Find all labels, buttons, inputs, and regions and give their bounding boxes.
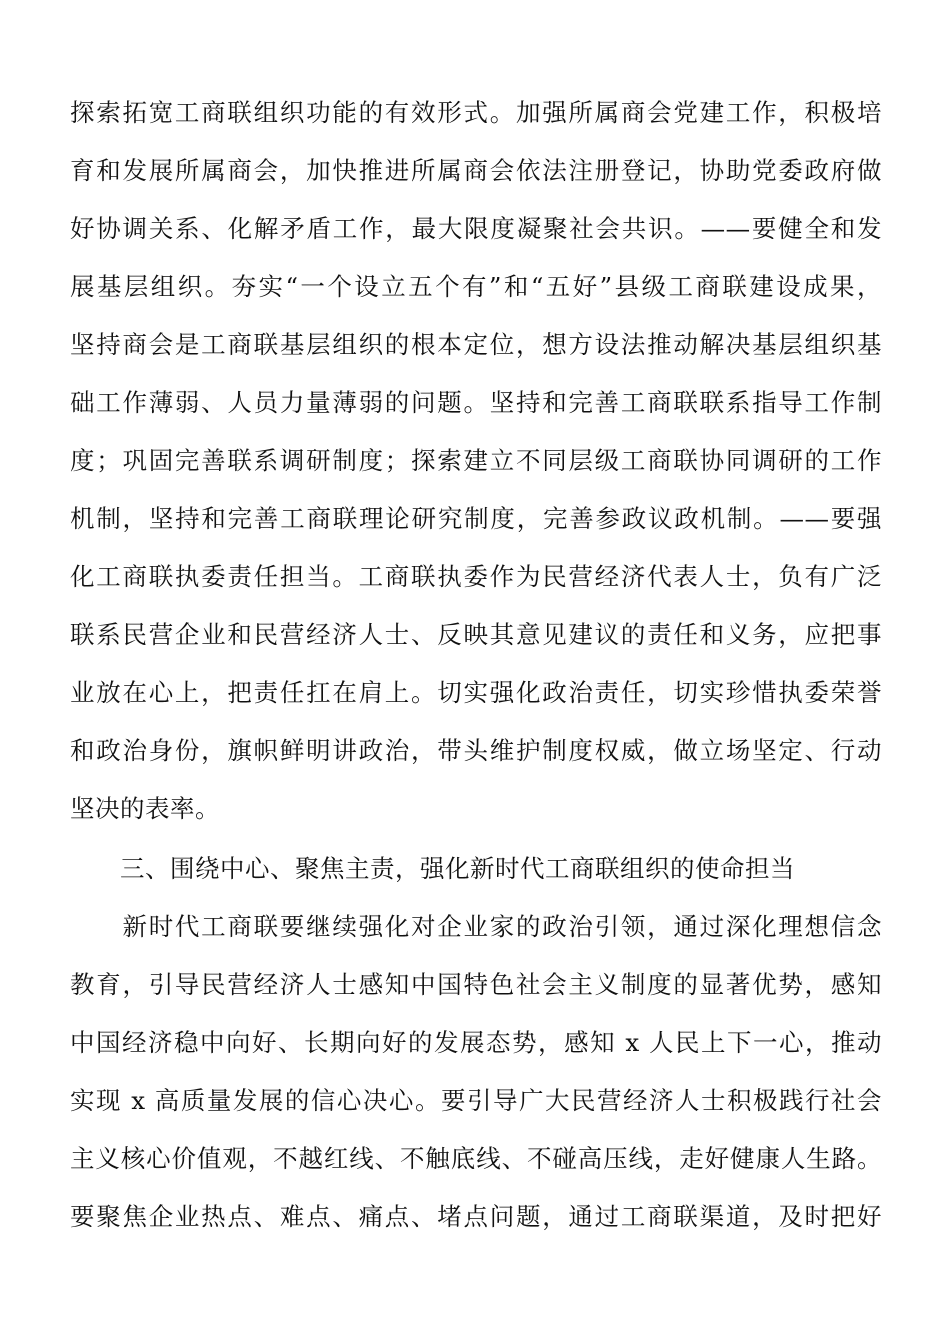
text-line: 联系民营企业和民营经济人士、反映其意见建议的责任和义务，应把事 bbox=[70, 620, 882, 649]
paragraph-body bbox=[70, 898, 882, 1246]
text-line: 探索拓宽工商联组织功能的有效形式。加强所属商会党建工作，积极培 bbox=[70, 98, 882, 127]
text-line: 化工商联执委责任担当。工商联执委作为民营经济代表人士，负有广泛 bbox=[70, 562, 882, 591]
paragraph-continued bbox=[70, 84, 882, 838]
text-line: 坚持商会是工商联基层组织的根本定位，想方设法推动解决基层组织基 bbox=[70, 330, 882, 359]
text-line: 础工作薄弱、人员力量薄弱的问题。坚持和完善工商联联系指导工作制 bbox=[70, 388, 882, 417]
section-heading: 三、围绕中心、聚焦主责，强化新时代工商联组织的使命担当 bbox=[120, 854, 795, 883]
text-line: 教育，引导民营经济人士感知中国特色社会主义制度的显著优势，感知 bbox=[70, 970, 882, 999]
text-line: 新时代工商联要继续强化对企业家的政治引领，通过深化理想信念 bbox=[70, 912, 882, 941]
text-line: 坚决的表率。 bbox=[70, 794, 220, 823]
text-line: 好协调关系、化解矛盾工作，最大限度凝聚社会共识。——要健全和发 bbox=[70, 214, 882, 243]
text-line: 要聚焦企业热点、难点、痛点、堵点问题，通过工商联渠道，及时把好 bbox=[70, 1202, 882, 1231]
text-line: 展基层组织。夯实“一个设立五个有”和“五好”县级工商联建设成果， bbox=[70, 272, 882, 301]
text-line: 和政治身份，旗帜鲜明讲政治，带头维护制度权威，做立场坚定、行动 bbox=[70, 736, 882, 765]
text-line: 实现 x 高质量发展的信心决心。要引导广大民营经济人士积极践行社会 bbox=[70, 1086, 882, 1115]
text-line: 中国经济稳中向好、长期向好的发展态势，感知 x 人民上下一心，推动 bbox=[70, 1028, 882, 1057]
text-line: 机制，坚持和完善工商联理论研究制度，完善参政议政机制。——要强 bbox=[70, 504, 882, 533]
text-line: 育和发展所属商会，加快推进所属商会依法注册登记，协助党委政府做 bbox=[70, 156, 882, 185]
text-line: 业放在心上，把责任扛在肩上。切实强化政治责任，切实珍惜执委荣誉 bbox=[70, 678, 882, 707]
text-line: 度；巩固完善联系调研制度；探索建立不同层级工商联协同调研的工作 bbox=[70, 446, 882, 475]
text-line: 主义核心价值观，不越红线、不触底线、不碰高压线，走好健康人生路。 bbox=[70, 1144, 882, 1173]
